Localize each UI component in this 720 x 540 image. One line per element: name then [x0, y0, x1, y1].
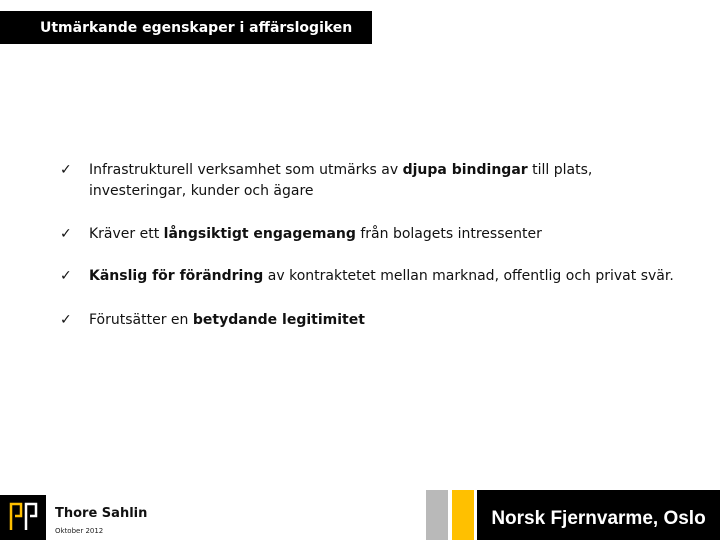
yellow-stripe: [452, 490, 474, 540]
slide-title-text: Utmärkande egenskaper i affärslogiken: [40, 19, 353, 36]
slide-title: [0, 11, 372, 44]
bullet-text: Infrastrukturell verksamhet som utmärks av djupa bindingar till plats, investeringar, kunder och ägare: [89, 162, 593, 199]
bullet-text: Kräver ett långsiktigt engagemang från bolagets intressenter: [89, 226, 542, 242]
checkmark-icon: ✓: [60, 162, 72, 178]
bullet-text: Förutsätter en betydande legitimitet: [89, 312, 365, 328]
bullet-item: [60, 310, 689, 331]
author-name: Thore Sahlin: [55, 506, 148, 521]
pp-logo-icon: [0, 495, 46, 540]
bullet-item: [60, 224, 689, 245]
event-banner: [477, 490, 720, 540]
bullet-item: [60, 266, 689, 287]
event-name: Norsk Fjernvarme, Oslo: [491, 508, 706, 529]
checkmark-icon: ✓: [60, 268, 72, 284]
gray-stripe: [426, 490, 448, 540]
presentation-date: Oktober 2012: [55, 527, 104, 535]
checkmark-icon: ✓: [60, 226, 72, 242]
bullet-text: Känslig för förändring av kontraktetet mellan marknad, offentlig och privat svär.: [89, 268, 674, 284]
checkmark-icon: ✓: [60, 312, 72, 328]
bullet-item: [60, 160, 689, 202]
